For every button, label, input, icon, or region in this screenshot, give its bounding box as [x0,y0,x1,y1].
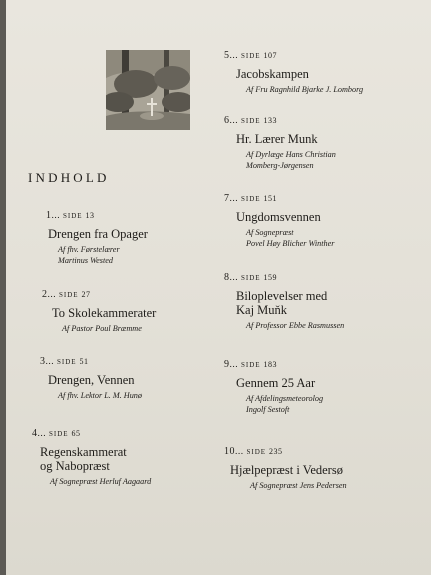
entry-author: Af Professor Ebbe Rasmussen [246,321,345,330]
entry-author: Af Pastor Poul Bræmme [62,324,142,333]
contents-heading: INDHOLD [28,170,110,185]
entry-author: Af Sognepræst Jens Pedersen [250,481,347,490]
entry-number: 3... SIDE 51 [40,356,89,367]
entry-author: Af Sognepræst Herluf Aagaard [50,477,152,486]
entry-number: 2... SIDE 27 [42,289,91,300]
entry-author: Af fhv. Lektor L. M. Hunø [58,391,142,400]
toc-entry-4 [32,428,151,488]
toc-entry-2 [42,289,156,335]
entry-number: 9... SIDE 183 [224,359,277,370]
entry-author: Af Fru Ragnhild Bjarke J. Lomborg [246,85,364,94]
entry-title: Hr. Lærer Munk [236,132,318,146]
entry-title: Biloplevelser med Kaj Muňk [236,289,328,317]
toc-entry-7 [224,193,334,249]
entry-number: 5... SIDE 107 [224,50,277,61]
entry-title: Regenskammerat og Nabopræst [40,445,127,473]
entry-number: 4... SIDE 65 [32,428,81,439]
entry-title: Ungdomsvennen [236,210,321,224]
entry-author: Af Dyrlæge Hans Christian Momberg-Jørgensen [246,150,336,170]
forest-grave-cross-photo-icon [106,50,190,130]
entry-number: 7... SIDE 151 [224,193,277,204]
toc-entry-5 [224,50,363,96]
book-page [6,0,431,575]
entry-number: 8... SIDE 159 [224,272,277,283]
entry-title: Gennem 25 Aar [236,376,316,390]
entry-author: Af Sognepræst Povel Høy Blicher Winther [246,228,335,248]
entry-title: Drengen, Vennen [48,373,135,387]
toc-entry-1 [46,210,148,266]
entry-number: 1... SIDE 13 [46,210,95,221]
entry-number: 10... SIDE 235 [224,446,283,457]
toc-entry-8 [224,272,344,332]
entry-author: Af Afdelingsmeteorolog Ingolf Sestoft [246,394,324,414]
entry-title: Hjælpepræst i Vedersø [230,463,343,477]
entry-title: To Skolekammerater [52,306,157,320]
entry-author: Af fhv. Førstelærer Martinus Wested [58,245,120,265]
photo-forest-grave [106,50,190,130]
toc-entry-3 [40,356,142,402]
entry-title: Jacobskampen [236,67,309,81]
toc-entry-6 [224,115,336,171]
entry-number: 6... SIDE 133 [224,115,277,126]
toc-entry-10 [224,446,347,492]
toc-entry-9 [224,359,323,415]
entry-title: Drengen fra Opager [48,227,148,241]
